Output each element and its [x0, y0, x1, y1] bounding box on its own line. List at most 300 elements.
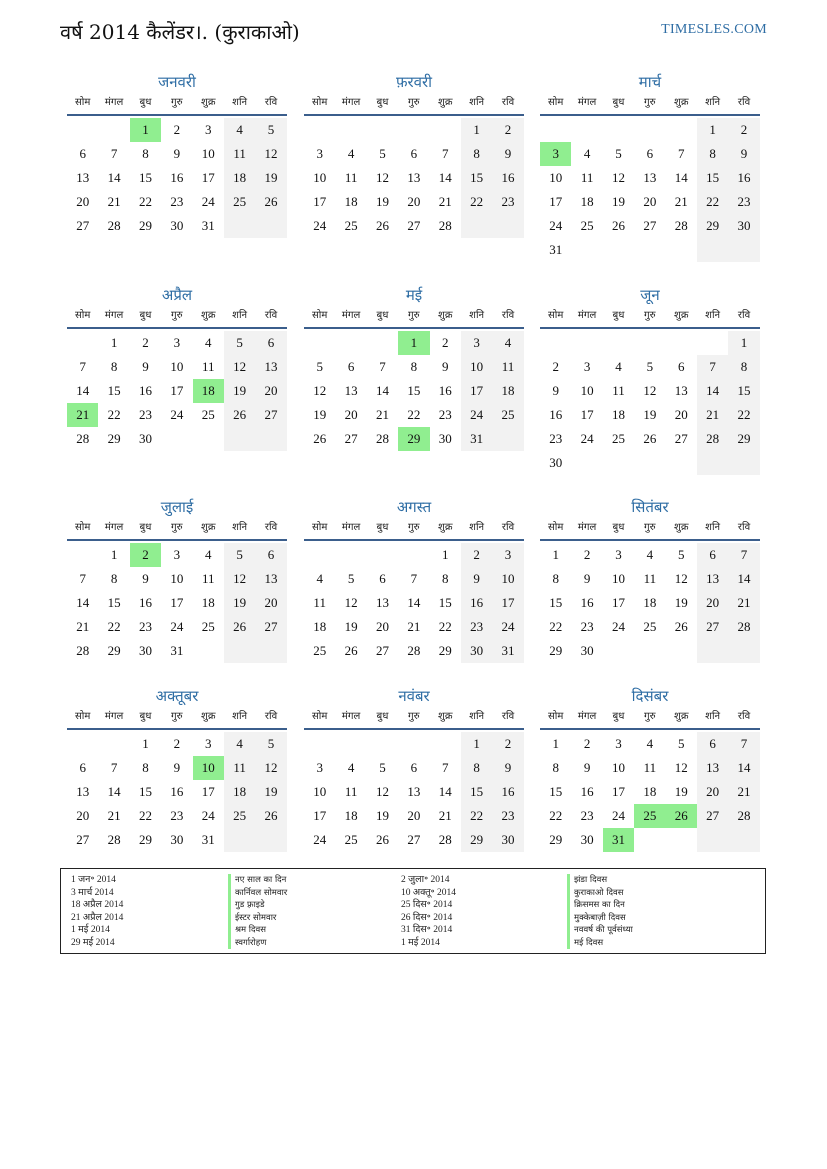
empty-cell [367, 118, 398, 142]
day-cell: 12 [344, 595, 358, 610]
empty-cell [634, 451, 665, 475]
empty-cell [335, 732, 366, 756]
day-cell: 14 [407, 595, 421, 610]
day-cell: 10 [170, 359, 184, 374]
month-calendar [540, 497, 760, 663]
day-cell: 19 [224, 379, 255, 403]
empty-cell [430, 118, 461, 142]
day-cell: 3 [205, 736, 212, 751]
holiday-dates-right [401, 874, 456, 949]
day-cell: 1 [142, 736, 149, 751]
weekday-label: सोम [75, 522, 91, 533]
holiday-day: 2 [130, 543, 161, 567]
day-cell: 6 [79, 760, 86, 775]
day-cell: 5 [379, 760, 386, 775]
empty-cell [304, 732, 335, 756]
weekday-label: मंगल [341, 522, 361, 533]
weekday-label: गुरु [408, 310, 420, 321]
day-cell: 17 [492, 591, 523, 615]
day-cell: 13 [697, 567, 728, 591]
day-cell: 29 [461, 828, 492, 852]
day-cell: 8 [142, 146, 149, 161]
day-cell: 8 [142, 760, 149, 775]
day-cell: 9 [173, 760, 181, 775]
empty-cell [540, 331, 571, 355]
day-cell: 2 [552, 359, 559, 374]
day-cell: 19 [611, 194, 625, 209]
day-cell: 22 [138, 194, 152, 209]
day-cell: 28 [674, 218, 688, 233]
weekday-label: बुध [612, 522, 625, 533]
empty-cell [728, 451, 759, 475]
day-cell: 26 [375, 832, 389, 847]
day-cell: 22 [107, 619, 121, 634]
day-cell: 13 [407, 170, 421, 185]
day-cell: 7 [79, 359, 86, 374]
day-cell: 14 [76, 383, 90, 398]
weekday-label: रवि [501, 522, 515, 533]
day-cell: 28 [407, 643, 421, 658]
weekday-label: रवि [737, 310, 751, 321]
day-cell: 9 [142, 571, 149, 586]
day-cell: 9 [552, 383, 559, 398]
empty-cell [666, 118, 697, 142]
day-cell: 26 [674, 619, 688, 634]
holiday-name: नववर्ष की पूर्वसंध्या [567, 924, 633, 937]
empty-cell [666, 331, 697, 355]
weekday-header [67, 517, 287, 541]
weekday-label: मंगल [341, 711, 361, 722]
day-cell: 22 [549, 619, 563, 634]
empty-cell [398, 118, 429, 142]
day-cell: 20 [344, 407, 358, 422]
day-cell: 27 [76, 218, 90, 233]
month-calendar [304, 72, 524, 238]
weekday-header [540, 706, 760, 730]
day-cell: 11 [612, 383, 625, 398]
day-cell: 2 [583, 547, 591, 562]
day-cell: 25 [492, 403, 523, 427]
day-cell: 7 [410, 571, 418, 586]
weekday-label: शुक्र [201, 522, 216, 533]
holiday-day: 29 [398, 427, 429, 451]
empty-cell [492, 427, 523, 451]
holiday-name: श्रम दिवस [228, 924, 287, 937]
empty-cell [67, 118, 98, 142]
day-cell: 14 [438, 170, 452, 185]
holiday-list [60, 868, 766, 954]
day-cell: 12 [674, 571, 688, 586]
weekday-label: मंगल [104, 522, 124, 533]
weekday-label: रवि [264, 310, 278, 321]
day-cell: 27 [697, 804, 728, 828]
day-cell: 4 [646, 736, 654, 751]
day-cell: 8 [410, 359, 418, 374]
day-cell: 17 [201, 784, 215, 799]
month-name: सितंबर [631, 498, 669, 516]
day-cell: 10 [461, 355, 492, 379]
holiday-names-right [567, 874, 633, 949]
day-cell: 9 [583, 760, 591, 775]
weekday-label: गुरु [644, 711, 656, 722]
day-cell: 30 [170, 832, 184, 847]
day-cell: 2 [492, 118, 523, 142]
weekday-label: गुरु [644, 522, 656, 533]
empty-cell [335, 543, 366, 567]
day-cell: 3 [316, 760, 323, 775]
day-cell: 16 [580, 595, 594, 610]
day-cell: 19 [674, 595, 688, 610]
day-cell: 29 [728, 427, 759, 451]
day-cell: 22 [138, 808, 152, 823]
day-cell: 28 [728, 615, 759, 639]
weekday-label: सोम [75, 310, 91, 321]
day-cell: 29 [549, 643, 563, 658]
day-cell: 2 [142, 335, 149, 350]
weekday-header [304, 92, 524, 116]
weekday-label: शनि [705, 711, 721, 722]
day-cell: 2 [173, 122, 181, 137]
weekday-label: बुध [139, 310, 152, 321]
weekday-label: गुरु [644, 97, 656, 108]
day-cell: 7 [728, 732, 759, 756]
day-cell: 7 [697, 355, 728, 379]
day-cell: 13 [255, 355, 286, 379]
day-cell: 12 [255, 756, 286, 780]
day-cell: 1 [461, 732, 492, 756]
day-cell: 21 [728, 591, 759, 615]
empty-cell [304, 543, 335, 567]
day-cell: 2 [583, 736, 591, 751]
weekday-label: बुध [139, 522, 152, 533]
day-cell: 18 [611, 407, 625, 422]
weekday-label: गुरु [171, 310, 183, 321]
day-cell: 23 [728, 190, 759, 214]
empty-cell [634, 639, 665, 663]
day-cell: 25 [611, 431, 625, 446]
weekday-label: गुरु [408, 711, 420, 722]
day-cell: 4 [205, 547, 212, 562]
weekday-label: रवि [264, 522, 278, 533]
day-cell: 14 [76, 595, 90, 610]
day-cell: 7 [678, 146, 685, 161]
holiday-date: 18 अप्रैल 2014 [71, 900, 124, 910]
empty-cell [728, 828, 759, 852]
holiday-name: नए साल का दिन [228, 874, 287, 887]
day-cell: 14 [375, 383, 389, 398]
day-cell: 1 [110, 547, 118, 562]
holiday-date: 1 मई 2014 [401, 937, 440, 948]
day-cell: 23 [580, 808, 594, 823]
weekday-label: शुक्र [201, 711, 216, 722]
weekday-label: मंगल [104, 310, 124, 321]
weekday-label: सोम [75, 97, 91, 108]
day-cell: 24 [549, 218, 563, 233]
day-cell: 24 [461, 403, 492, 427]
weekday-label: सोम [548, 711, 564, 722]
weekday-label: शुक्र [674, 522, 689, 533]
weekday-label: मंगल [104, 711, 124, 722]
day-cell: 16 [170, 784, 184, 799]
day-cell: 28 [438, 218, 452, 233]
day-cell: 6 [678, 359, 685, 374]
day-cell: 18 [492, 379, 523, 403]
month-calendar [67, 686, 287, 852]
weekday-label: सोम [548, 97, 564, 108]
month-name: फ़रवरी [395, 73, 433, 91]
day-cell: 2 [461, 543, 492, 567]
holiday-date: 21 अप्रैल 2014 [71, 912, 124, 923]
day-cell: 20 [407, 194, 421, 209]
weekday-label: शुक्र [674, 310, 689, 321]
day-cell: 26 [643, 431, 657, 446]
day-cell: 1 [552, 547, 559, 562]
day-cell: 30 [170, 218, 184, 233]
day-cell: 29 [138, 832, 152, 847]
weekday-label: रवि [501, 97, 515, 108]
day-cell: 20 [697, 591, 728, 615]
weekday-label: रवि [501, 310, 515, 321]
day-cell: 18 [313, 619, 327, 634]
day-cell: 1 [697, 118, 728, 142]
day-grid [540, 331, 760, 475]
day-cell: 11 [344, 170, 358, 185]
day-cell: 11 [643, 571, 657, 586]
day-cell: 26 [255, 804, 286, 828]
day-cell: 26 [344, 643, 358, 658]
day-cell: 25 [224, 190, 255, 214]
empty-cell [193, 639, 224, 663]
day-cell: 29 [549, 832, 563, 847]
site-link[interactable]: TIMESLES.COM [661, 22, 767, 37]
weekday-label: बुध [612, 97, 625, 108]
day-cell: 30 [580, 832, 594, 847]
day-cell: 2 [728, 118, 759, 142]
empty-cell [304, 331, 335, 355]
day-cell: 30 [492, 828, 523, 852]
day-cell: 5 [224, 543, 255, 567]
day-cell: 31 [492, 639, 523, 663]
day-cell: 20 [76, 194, 90, 209]
weekday-label: शनि [469, 711, 485, 722]
day-cell: 13 [76, 784, 90, 799]
day-cell: 10 [201, 146, 215, 161]
day-cell: 30 [138, 643, 152, 658]
day-cell: 12 [255, 142, 286, 166]
holiday-date: 26 दिस॰ 2014 [401, 912, 453, 923]
month-name: मई [405, 286, 423, 304]
month-calendar [540, 72, 760, 262]
holiday-day: 31 [603, 828, 634, 852]
day-cell: 28 [76, 431, 90, 446]
day-cell: 7 [442, 760, 449, 775]
day-cell: 14 [438, 784, 452, 799]
empty-cell [697, 828, 728, 852]
day-cell: 3 [615, 547, 622, 562]
day-cell: 19 [643, 407, 657, 422]
day-cell: 21 [674, 194, 688, 209]
day-cell: 19 [224, 591, 255, 615]
empty-cell [571, 118, 602, 142]
day-cell: 6 [255, 543, 286, 567]
holiday-name: स्वर्गारोहण [228, 937, 287, 950]
day-cell: 22 [461, 190, 492, 214]
empty-cell [367, 732, 398, 756]
empty-cell [697, 451, 728, 475]
weekday-label: शनि [232, 97, 248, 108]
empty-cell [603, 331, 634, 355]
day-cell: 4 [224, 118, 255, 142]
month-calendar [304, 285, 524, 451]
empty-cell [224, 639, 255, 663]
day-cell: 1 [110, 335, 118, 350]
weekday-label: रवि [737, 711, 751, 722]
day-cell: 26 [313, 431, 327, 446]
day-cell: 11 [201, 359, 215, 374]
day-cell: 7 [728, 543, 759, 567]
holiday-day: 1 [130, 118, 161, 142]
empty-cell [666, 238, 697, 262]
day-cell: 3 [583, 359, 591, 374]
empty-cell [98, 118, 129, 142]
weekday-label: शनि [705, 310, 721, 321]
day-grid [304, 732, 524, 852]
day-cell: 4 [492, 331, 523, 355]
day-cell: 5 [255, 118, 286, 142]
day-cell: 28 [697, 427, 728, 451]
day-cell: 31 [201, 218, 215, 233]
day-grid [304, 543, 524, 663]
weekday-label: गुरु [644, 310, 656, 321]
day-cell: 28 [107, 218, 121, 233]
weekday-header [67, 92, 287, 116]
day-cell: 13 [643, 170, 657, 185]
day-grid [540, 118, 760, 262]
empty-cell [697, 238, 728, 262]
day-cell: 31 [201, 832, 215, 847]
day-grid [67, 118, 287, 238]
day-cell: 8 [110, 571, 118, 586]
empty-cell [666, 828, 697, 852]
holiday-name: गुड फ़्राइडे [228, 899, 287, 912]
month-name: अक्तूबर [155, 687, 199, 705]
day-cell: 20 [407, 808, 421, 823]
day-cell: 13 [255, 567, 286, 591]
day-cell: 17 [170, 383, 184, 398]
day-cell: 5 [615, 146, 622, 161]
weekday-label: मंगल [577, 97, 597, 108]
day-cell: 15 [107, 595, 121, 610]
weekday-label: मंगल [104, 97, 124, 108]
weekday-label: सोम [548, 522, 564, 533]
day-cell: 19 [344, 619, 358, 634]
month-name: नवंबर [398, 687, 430, 705]
day-grid [67, 543, 287, 663]
empty-cell [255, 427, 286, 451]
weekday-label: शनि [705, 522, 721, 533]
holiday-day: 21 [67, 403, 98, 427]
weekday-label: बुध [612, 711, 625, 722]
empty-cell [224, 427, 255, 451]
day-cell: 31 [549, 242, 563, 257]
day-cell: 17 [461, 379, 492, 403]
empty-cell [461, 214, 492, 238]
day-cell: 15 [549, 784, 563, 799]
empty-cell [634, 118, 665, 142]
day-cell: 13 [674, 383, 688, 398]
day-cell: 3 [205, 122, 212, 137]
empty-cell [98, 732, 129, 756]
day-cell: 17 [313, 808, 327, 823]
weekday-label: सोम [312, 310, 328, 321]
day-cell: 16 [170, 170, 184, 185]
day-cell: 6 [79, 146, 86, 161]
day-cell: 19 [255, 166, 286, 190]
day-cell: 12 [611, 170, 625, 185]
day-cell: 20 [255, 591, 286, 615]
day-cell: 14 [107, 784, 121, 799]
day-cell: 21 [107, 808, 121, 823]
day-cell: 8 [552, 760, 559, 775]
weekday-label: गुरु [408, 522, 420, 533]
month-name: जनवरी [158, 73, 196, 91]
day-cell: 26 [375, 218, 389, 233]
day-cell: 25 [580, 218, 594, 233]
weekday-label: शुक्र [674, 711, 689, 722]
day-cell: 4 [205, 335, 212, 350]
day-cell: 3 [492, 543, 523, 567]
empty-cell [603, 451, 634, 475]
holiday-day: 25 [634, 804, 665, 828]
day-cell: 30 [549, 455, 563, 470]
day-cell: 23 [461, 615, 492, 639]
weekday-label: रवि [737, 97, 751, 108]
weekday-label: शनि [469, 522, 485, 533]
day-cell: 9 [492, 142, 523, 166]
day-cell: 3 [173, 547, 181, 562]
day-cell: 9 [583, 571, 591, 586]
day-cell: 21 [375, 407, 389, 422]
holiday-name: ईस्टर सोमवार [228, 912, 287, 925]
day-cell: 25 [313, 643, 327, 658]
day-cell: 29 [438, 643, 452, 658]
weekday-label: शुक्र [201, 310, 216, 321]
weekday-label: सोम [312, 711, 328, 722]
day-cell: 24 [201, 194, 215, 209]
day-cell: 25 [344, 832, 358, 847]
holiday-date: 31 दिस॰ 2014 [401, 925, 453, 935]
day-cell: 16 [438, 383, 452, 398]
day-cell: 15 [407, 383, 421, 398]
day-cell: 4 [347, 146, 355, 161]
day-cell: 3 [316, 146, 323, 161]
day-cell: 15 [728, 379, 759, 403]
empty-cell [571, 451, 602, 475]
day-cell: 5 [678, 736, 685, 751]
empty-cell [255, 639, 286, 663]
day-cell: 20 [643, 194, 657, 209]
weekday-label: सोम [548, 310, 564, 321]
day-cell: 10 [611, 571, 625, 586]
empty-cell [634, 238, 665, 262]
day-cell: 6 [255, 331, 286, 355]
day-cell: 8 [442, 571, 449, 586]
day-cell: 10 [580, 383, 594, 398]
day-cell: 3 [173, 335, 181, 350]
day-cell: 20 [674, 407, 688, 422]
day-cell: 26 [224, 615, 255, 639]
empty-cell [255, 214, 286, 238]
